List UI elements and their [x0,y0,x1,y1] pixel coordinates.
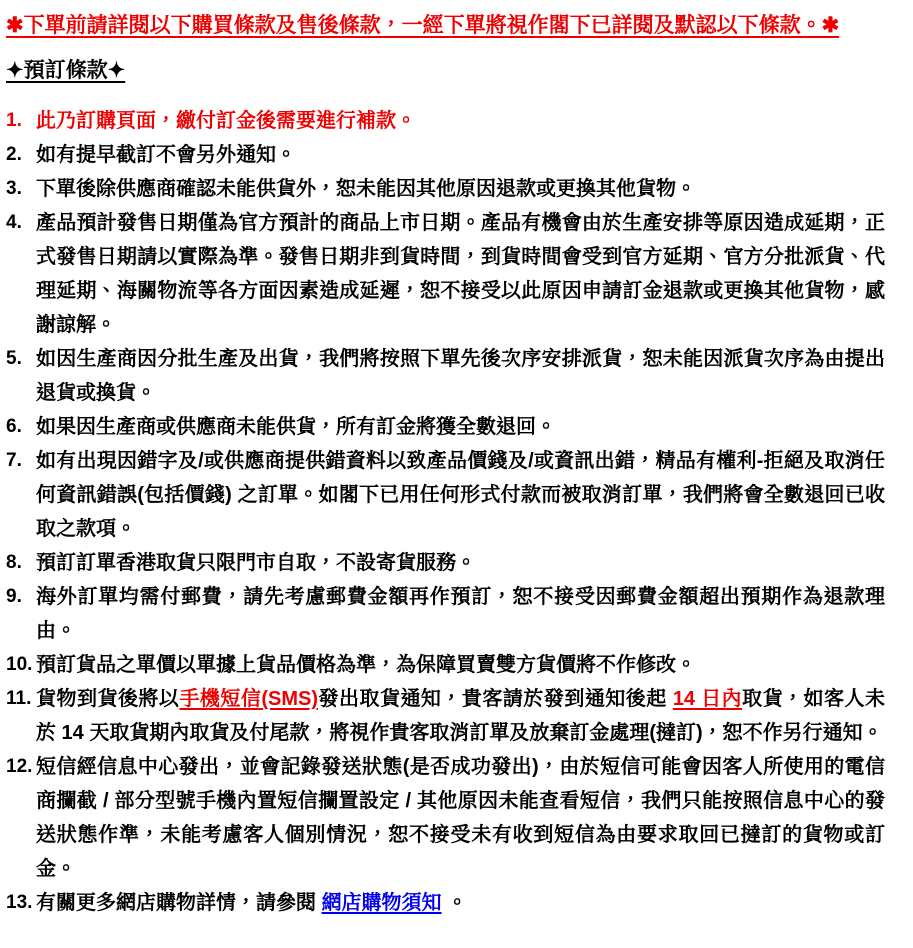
term-number: 11. [6,688,32,709]
term-item-9 [6,580,885,648]
term-number: 4. [6,212,22,233]
term-number: 12. [6,756,33,777]
term-item-6 [6,410,885,444]
term-number: 3. [6,178,22,199]
term-text: 如果因生產商或供應商未能供貨，所有訂金將獲全數退回。 [36,416,556,438]
term-number: 2. [6,144,22,165]
term-item-8 [6,546,885,580]
term-number: 5. [6,348,22,369]
term-text: 預訂貨品之單價以單據上貨品價格為準，為保障買賣雙方貨價將不作修改。 [36,654,696,676]
term-text: 預訂訂單香港取貨只限門市自取，不設寄貨服務。 [36,552,476,574]
term-item-2 [6,138,885,172]
term-text: 此乃訂購頁面，繳付訂金後需要進行補款。 [36,110,416,132]
shop-guide-link[interactable]: 網店購物須知 [321,892,442,914]
term-item-3 [6,172,885,206]
term-item-1 [6,104,885,138]
pickup-deadline-highlight: 14 日內 [672,688,743,710]
term-text: 短信經信息中心發出，並會記錄發送狀態(是否成功發出)，由於短信可能會因客人所使用的電信商攔截 / 部分型號手機內置短信攔置設定 / 其他原因未能查看短信，我們只能按照信息中心的發送狀態作準，未能考慮客人個別情況，恕不接受未有收到短信為由要求取回已撻訂的貨物或訂金。 [36,756,885,880]
term-item-12 [6,750,885,886]
term-text: 有關更多網店購物詳情，請參閱 網店購物須知 。 [36,892,468,914]
pre-purchase-notice: ✱下單前請詳閱以下購買條款及售後條款，一經下單將視作閣下已詳閱及默認以下條款。✱ [6,14,840,37]
term-text: 產品預計發售日期僅為官方預計的商品上市日期。產品有機會由於生產安排等原因造成延期，正式發售日期請以實際為準。發售日期非到貨時間，到貨時間會受到官方延期、官方分批派貨、代理延期、海關物流等各方面因素造成延遲，恕不接受以此原因申請訂金退款或更換其他貨物，感謝諒解。 [36,212,885,336]
term-text: 如有提早截訂不會另外通知。 [36,144,296,166]
preorder-terms-title: ✦預訂條款✦ [6,59,126,82]
term-text: 如因生產商因分批生產及出貨，我們將按照下單先後次序安排派貨，恕未能因派貨次序為由提出退貨或換貨。 [36,348,885,404]
term-number: 13. [6,892,33,913]
term-number: 7. [6,450,22,471]
term-item-10 [6,648,885,682]
term-item-5 [6,342,885,410]
term-text: 海外訂單均需付郵費，請先考慮郵費金額再作預訂，恕不接受因郵費金額超出預期作為退款理由。 [36,586,885,642]
term-number: 8. [6,552,22,573]
sms-notice-highlight: 手機短信(SMS) [179,688,319,710]
term-text: 下單後除供應商確認未能供貨外，恕未能因其他原因退款或更換其他貨物。 [36,178,696,200]
term-item-4 [6,206,885,342]
terms-list [6,104,885,920]
term-item-11 [6,682,885,750]
term-number: 1. [6,110,22,131]
term-number: 6. [6,416,22,437]
term-number: 9. [6,586,22,607]
term-item-13 [6,886,885,920]
term-item-7 [6,444,885,546]
term-number: 10. [6,654,33,675]
term-text: 貨物到貨後將以手機短信(SMS)發出取貨通知，貴客請於發到通知後起 14 日內取貨，如客人未於 14 天取貨期內取貨及付尾款，將視作貴客取消訂單及放棄訂金處理(撻訂)，恕不作另行通知。 [36,688,885,744]
term-text: 如有出現因錯字及/或供應商提供錯資料以致產品價錢及/或資訊出錯，精品有權利-拒絕及取消任何資訊錯誤(包括價錢) 之訂單。如閣下已用任何形式付款而被取消訂單，我們將會全數退回已收取之款項。 [36,450,885,540]
